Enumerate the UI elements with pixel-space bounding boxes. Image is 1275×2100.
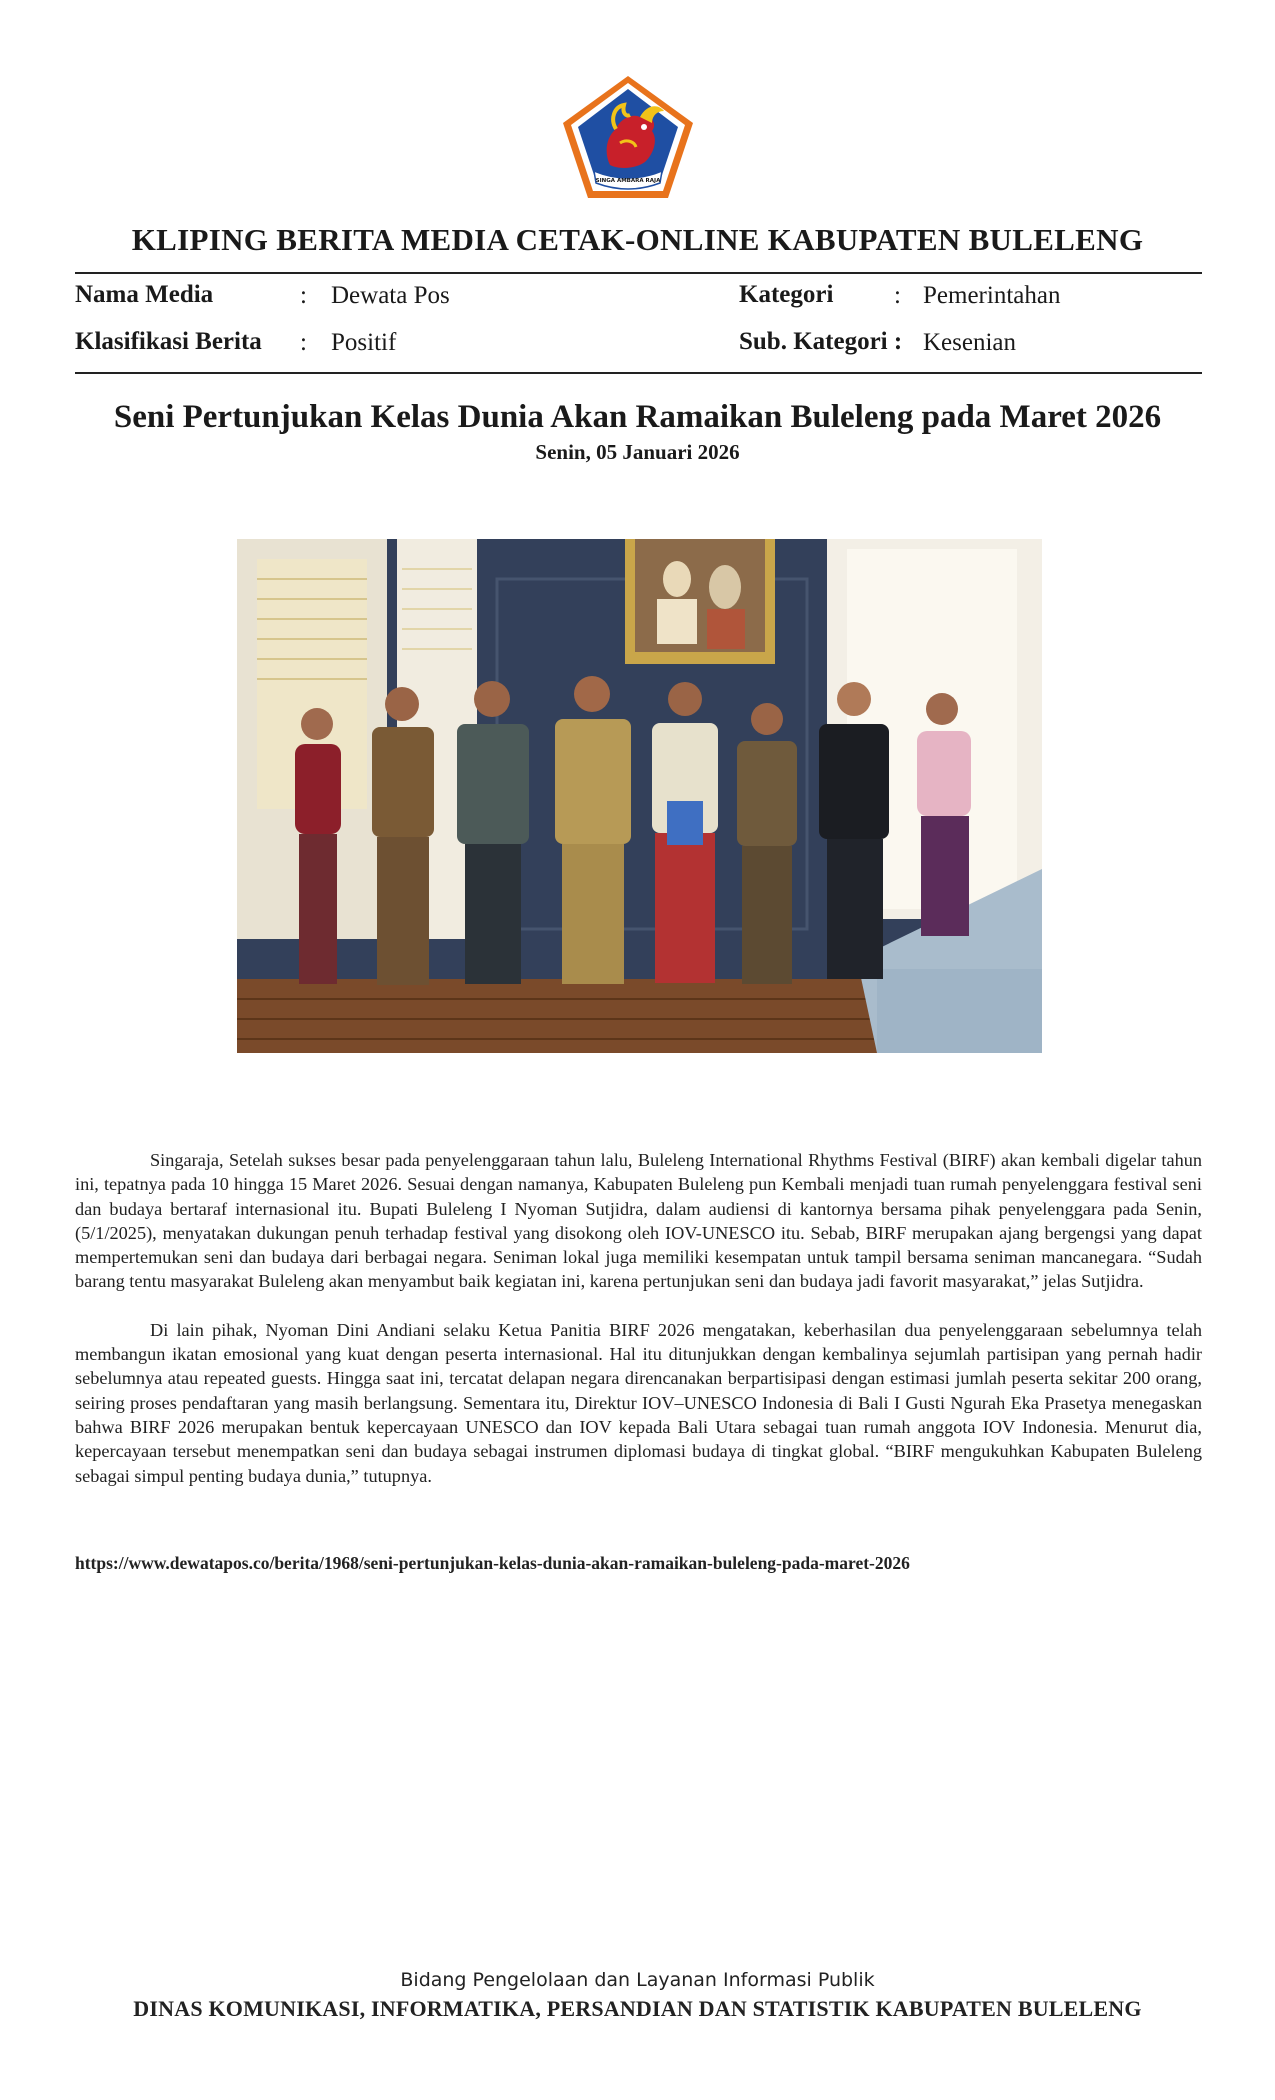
source-link[interactable]: https://www.dewatapos.co/berita/1968/seni-pertunjukan-kelas-dunia-akan-ramaikan-buleleng-pada-maret-2026 — [75, 1553, 910, 1573]
logo-motto-text: SINGA AMBARA RAJA — [595, 178, 661, 184]
article-photo — [237, 539, 1042, 1053]
kategori-value: Pemerintahan — [923, 282, 1061, 309]
klasifikasi-colon: : — [300, 329, 307, 356]
kategori-label: Kategori — [739, 281, 834, 308]
article-title: Seni Pertunjukan Kelas Dunia Akan Ramaikan Buleleng pada Maret 2026 — [113, 399, 1162, 435]
kategori-colon: : — [894, 282, 901, 309]
article-paragraph: Di lain pihak, Nyoman Dini Andiani selaku Ketua Panitia BIRF 2026 mengatakan, keberhasilan dua penyelenggaraan sebelumnya telah membangun ikatan emosional yang kuat dengan peserta internasional. Hal itu ditunjukkan dengan kembalinya sejumlah partisipan yang pernah hadir sebelumnya atau repeated guests. Hingga saat ini, tercatat delapan negara direncanakan berpartisipasi dengan estimasi jumlah peserta sekitar 200 orang, seiring proses pendaftaran yang masih berlangsung. Sementara itu, Direktur IOV–UNESCO Indonesia di Bali I Gusti Ngurah Eka Prasetya menegaskan bahwa BIRF 2026 merupakan bentuk kepercayaan UNESCO dan IOV kepada Bali Utara sebagai tuan rumah anggota IOV Indonesia. Menurut dia, kepercayaan tersebut menempatkan seni dan budaya sebagai instrumen diplomasi budaya di tingkat global. “BIRF mengukuhkan Kabupaten Buleleng sebagai simpul penting budaya dunia,” tutupnya. — [75, 1319, 1202, 1486]
header-rule-top — [75, 272, 1202, 274]
sub-kategori-value: Kesenian — [923, 329, 1017, 356]
nama-media-colon: : — [300, 282, 307, 309]
nama-media-label: Nama Media — [75, 281, 214, 308]
klasifikasi-label: Klasifikasi Berita — [75, 328, 262, 355]
header-rule-bottom — [75, 372, 1202, 374]
footer-agency: DINAS KOMUNIKASI, INFORMATIKA, PERSANDIAN DAN STATISTIK KABUPATEN BULELENG — [133, 1996, 1142, 2021]
klasifikasi-value: Positif — [331, 329, 397, 356]
buleleng-emblem-logo — [560, 73, 696, 201]
document-title: KLIPING BERITA MEDIA CETAK-ONLINE KABUPATEN BULELENG — [131, 222, 1144, 257]
article-date: Senin, 05 Januari 2026 — [535, 440, 740, 464]
sub-kategori-label: Sub. Kategori : — [739, 328, 903, 355]
footer-department: Bidang Pengelolaan dan Layanan Informasi Publik — [400, 1969, 875, 1991]
article-body — [75, 1148, 1202, 1512]
article-paragraph: Singaraja, Setelah sukses besar pada penyelenggaraan tahun lalu, Buleleng International Rhythms Festival (BIRF) akan kembali digelar tahun ini, tepatnya pada 10 hingga 15 Maret 2026. Sesuai dengan namanya, Kabupaten Buleleng pun Kembali menjadi tuan rumah penyelenggara festival seni dan budaya bertaraf internasional itu. Bupati Buleleng I Nyoman Sutjidra, dalam audiensi di kantornya bersama pihak penyelenggara pada Senin, (5/1/2025), menyatakan dukungan penuh terhadap festival yang disokong oleh IOV-UNESCO itu. Sebab, BIRF merupakan ajang bergengsi yang dapat mempertemukan seni dan budaya dari berbagai negara. Seniman lokal juga memiliki kesempatan untuk tampil bersama seniman mancanegara. “Sudah barang tentu masyarakat Buleleng akan menyambut baik kegiatan ini, karena pertunjukan seni dan budaya jadi favorit masyarakat,” jelas Sutjidra. — [75, 1150, 1202, 1292]
nama-media-value: Dewata Pos — [331, 282, 450, 309]
